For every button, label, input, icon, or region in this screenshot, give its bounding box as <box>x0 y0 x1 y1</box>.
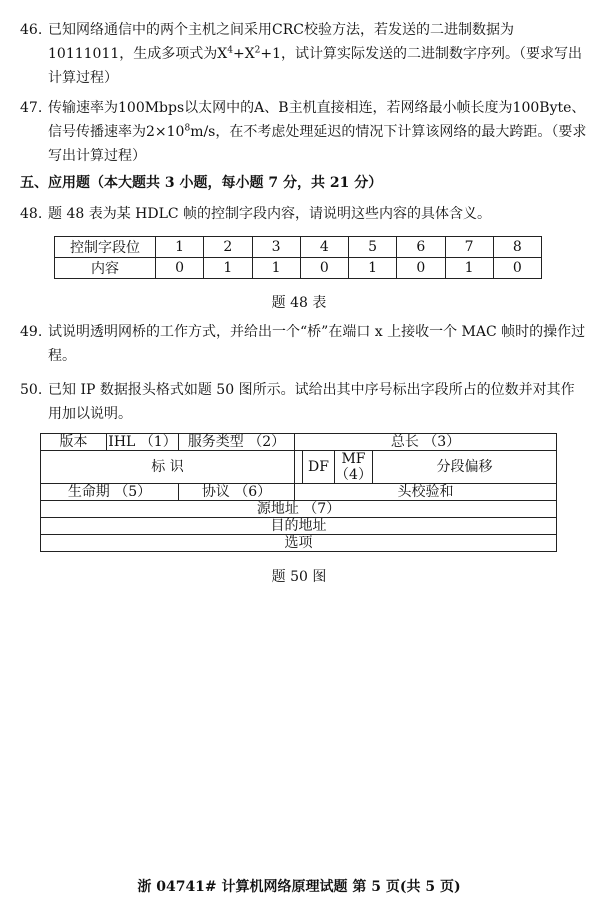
question-text-part: 已知网络通信中的两个主机之间采用CRC校验方法，若发送的二进制数据为10111011，生成多项式为X <box>48 22 514 62</box>
question-49 <box>20 320 588 368</box>
table-cell: 0 <box>397 258 445 279</box>
question-text-part: +X <box>232 46 255 62</box>
table-cell: 3 <box>252 237 300 258</box>
identification-field: 标 识 <box>41 451 295 484</box>
ihl-field: IHL （1） <box>108 434 177 450</box>
table-row <box>41 451 557 484</box>
table-cell: 1 <box>252 258 300 279</box>
ip-header-figure <box>40 433 557 552</box>
reserved-flag-field <box>295 451 303 484</box>
ttl-field: 生命期 （5） <box>41 484 179 501</box>
table-header-cell: 内容 <box>55 258 156 279</box>
table-cell: 1 <box>349 258 397 279</box>
question-text <box>48 18 588 90</box>
question-text <box>48 96 588 168</box>
df-field: DF <box>303 451 335 484</box>
mf-field <box>335 451 373 484</box>
table-cell: 6 <box>397 237 445 258</box>
question-46 <box>20 18 588 90</box>
table-cell: 7 <box>445 237 493 258</box>
table-row <box>41 535 557 552</box>
protocol-field: 协议 （6） <box>179 484 295 501</box>
table-cell: 1 <box>445 258 493 279</box>
question-number: 48. <box>20 206 43 222</box>
fragment-offset-field: 分段偏移 <box>373 451 557 484</box>
table-cell: 8 <box>493 237 541 258</box>
table-cell: 2 <box>204 237 252 258</box>
question-text-part: 传输速率为100Mbps以太网中的A、B主机直接相连，若网络最小帧长度为100Byte、信号传播速率为2×10 <box>48 100 586 140</box>
question-47 <box>20 96 588 168</box>
question-text: 题 48 表为某 HDLC 帧的控制字段内容，请说明这些内容的具体含义。 <box>48 206 492 222</box>
table-cell: 0 <box>300 258 348 279</box>
question-text-part: m/s，在不考虑处理延迟的情况下计算该网络的最大跨距。（要求写出计算过程） <box>48 124 587 164</box>
table-cell: 1 <box>204 258 252 279</box>
exponent: 4 <box>227 45 233 56</box>
question-text-part: +1，试计算实际发送的二进制数字序列。（要求写出计算过程） <box>48 46 583 86</box>
question-50 <box>20 378 588 426</box>
table-cell: 1 <box>156 237 204 258</box>
table-cell: 4 <box>300 237 348 258</box>
table-cell: 0 <box>493 258 541 279</box>
page-footer: 浙 04741# 计算机网络原理试题 第 5 页(共 5 页) <box>137 879 461 895</box>
section-heading: 五、应用题（本大题共 3 小题，每小题 7 分，共 21 分） <box>20 175 383 191</box>
mf-number: （4） <box>335 467 372 483</box>
question-text: 已知 IP 数据报头格式如题 50 图所示。试给出其中序号标出字段所占的位数并对其作用加以说明。 <box>48 382 575 422</box>
table-row <box>55 258 542 279</box>
figure-caption: 题 50 图 <box>271 569 327 585</box>
options-field: 选项 <box>41 535 557 552</box>
exponent: 2 <box>254 45 261 56</box>
question-number: 47. <box>20 100 43 116</box>
question-number: 50. <box>20 382 43 398</box>
table-header-cell: 控制字段位 <box>55 237 156 258</box>
destination-address-field: 目的地址 <box>41 518 557 535</box>
hdlc-control-table <box>54 236 542 279</box>
table-caption: 题 48 表 <box>271 295 327 311</box>
table-row <box>41 501 557 518</box>
table-row <box>41 484 557 501</box>
table-row <box>41 518 557 535</box>
mf-label: MF <box>341 451 366 467</box>
table-cell: 5 <box>349 237 397 258</box>
table-row <box>55 237 542 258</box>
service-type-field: 服务类型 （2） <box>179 434 295 451</box>
table-cell: 0 <box>156 258 204 279</box>
question-number: 49. <box>20 324 43 340</box>
source-address-field: 源地址 （7） <box>41 501 557 518</box>
version-field: 版本 <box>41 434 107 451</box>
question-48 <box>20 202 588 226</box>
table-row <box>41 434 557 451</box>
total-length-field: 总长 （3） <box>295 434 557 451</box>
question-text: 试说明透明网桥的工作方式，并给出一个“桥”在端口 x 上接收一个 MAC 帧时的操作过程。 <box>48 324 586 364</box>
header-checksum-field: 头校验和 <box>295 484 557 501</box>
exponent: 8 <box>184 123 191 134</box>
question-number: 46. <box>20 22 43 38</box>
